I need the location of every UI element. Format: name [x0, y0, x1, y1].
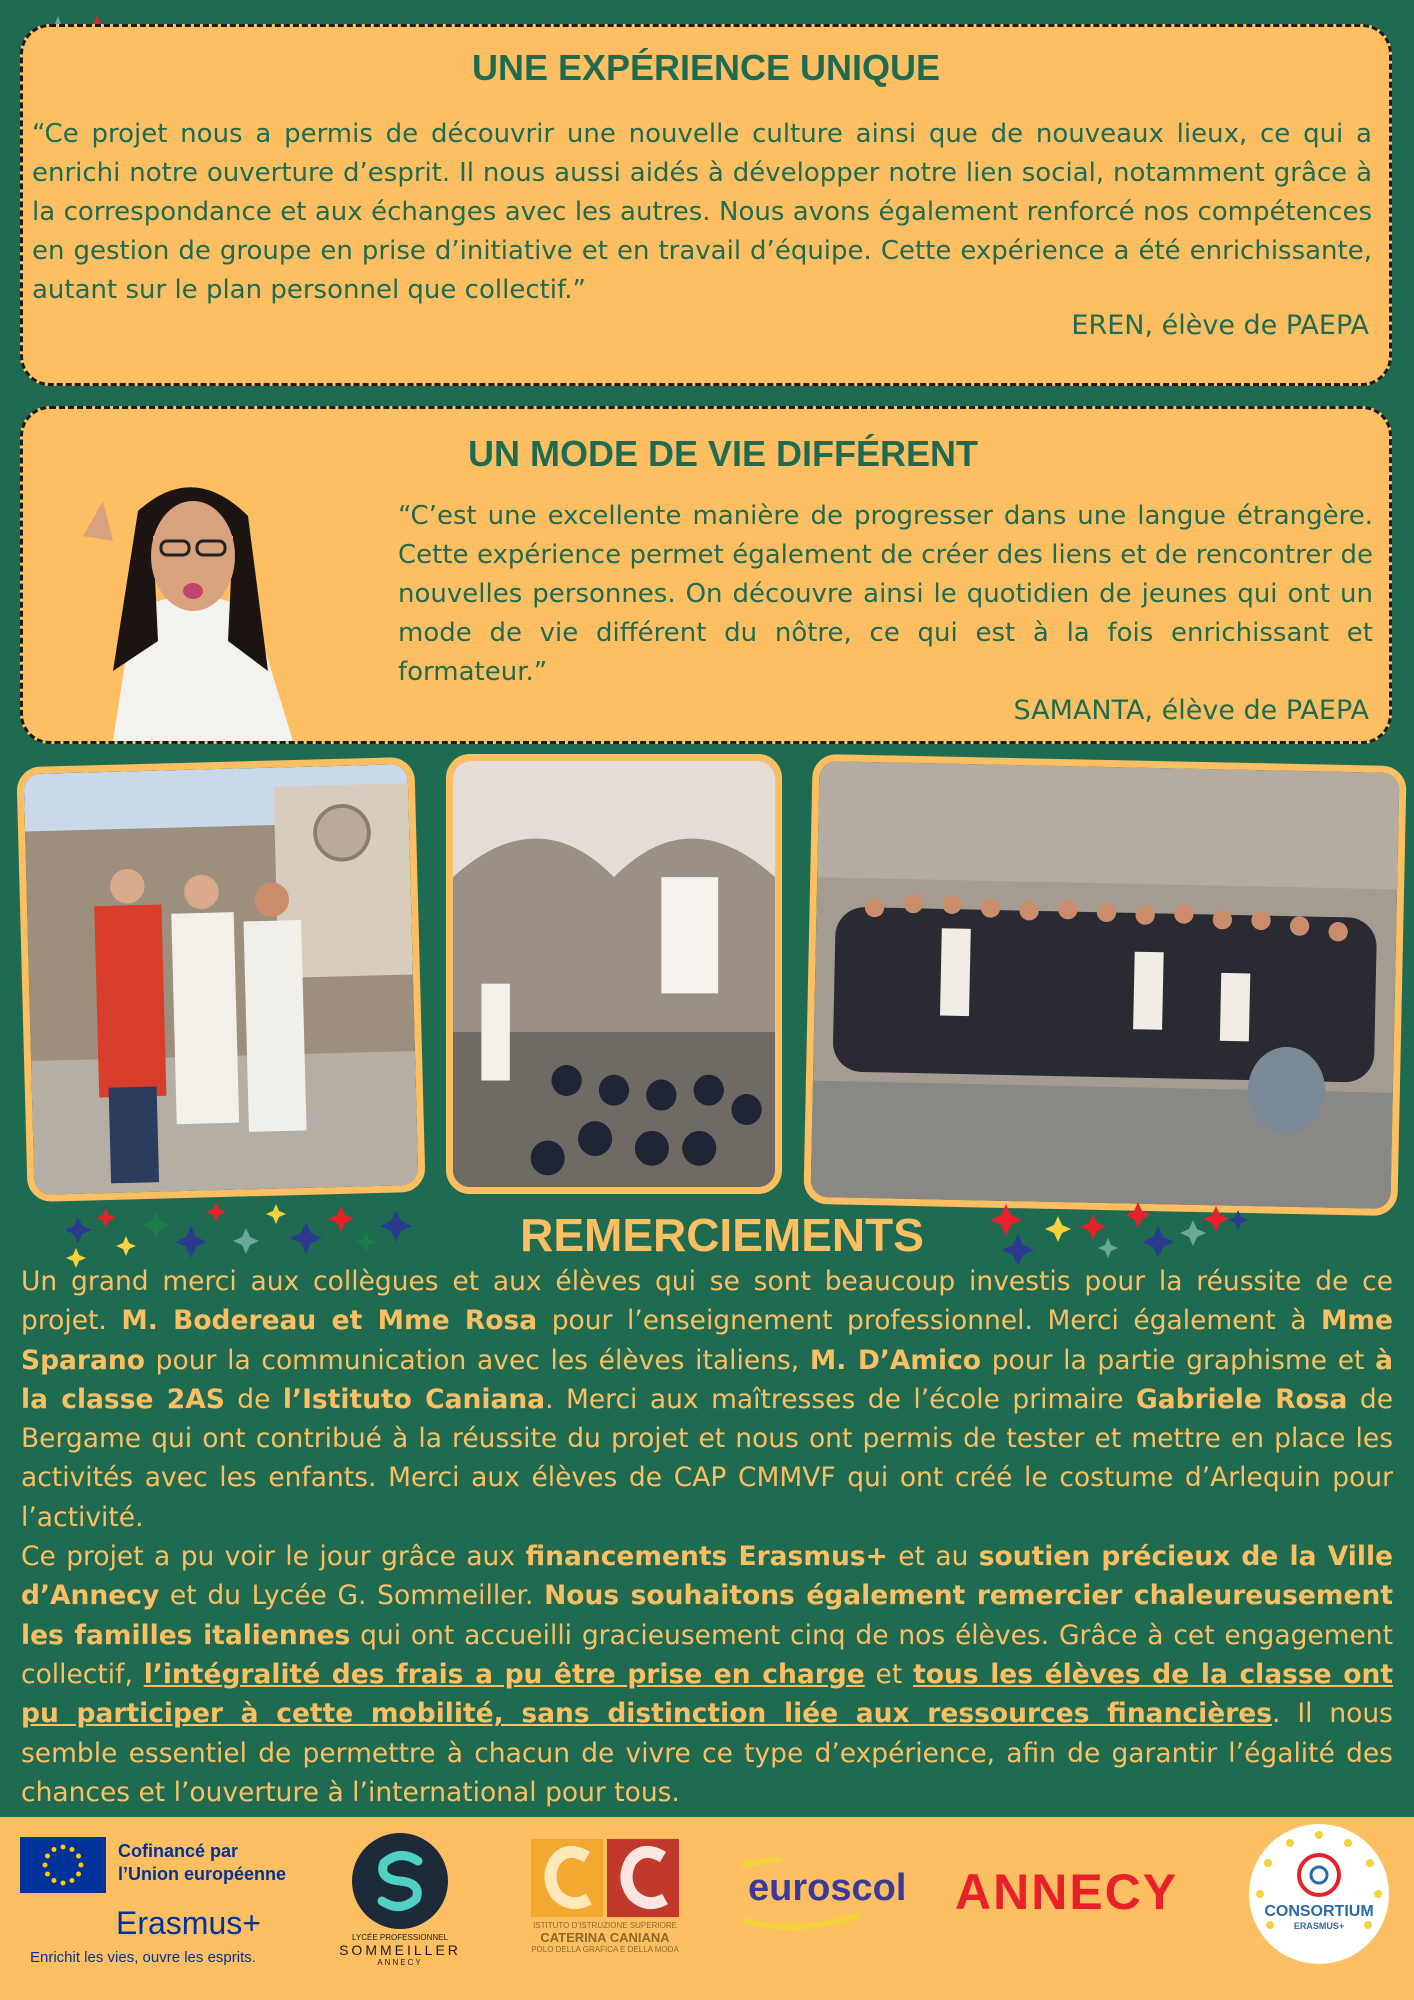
testimonial-author: SAMANTA, élève de PAEPA	[1013, 695, 1369, 726]
sommeiller-logo	[330, 1831, 470, 1991]
caniana-line3: POLO DELLA GRAFICA E DELLA MODA	[531, 1945, 679, 1954]
testimonial-author: EREN, élève de PAEPA	[1071, 310, 1369, 341]
student-portrait	[43, 441, 343, 741]
section-title: UN MODE DE VIE DIFFÉRENT	[467, 433, 979, 474]
consortium-logo	[1248, 1823, 1390, 1965]
caniana-line1: ISTITUTO D’ISTRUZIONE SUPERIORE	[533, 1921, 677, 1930]
thanks-title: REMERCIEMENTS	[520, 1209, 924, 1261]
euroscol-logo	[740, 1857, 920, 1937]
testimonial-quote: “Ce projet nous a permis de découvrir une nouvelle culture ainsi que de nouveaux lieux, ce qui a enrichi notre ouverture d’esprit. Il nous aussi aidés à développer notre lien social, notamment grâce à la correspondance et aux échanges avec les autres. Nous avons également renforcé nos compétences en gestion de groupe en prise d’initiative et en travail d’équipe. Cette expérience a été enrichissante, autant sur le plan personnel que collectif.”	[32, 119, 1372, 305]
photo-group	[803, 754, 1406, 1216]
photo-teachers-harlequin	[16, 757, 425, 1202]
annecy-logo: ANNECY	[955, 1864, 1179, 1920]
caniana-logo	[525, 1839, 685, 1989]
section-title: UNE EXPÉRIENCE UNIQUE	[471, 47, 941, 88]
partner-logos-footer	[0, 1817, 1414, 2000]
sommeiller-city: ANNECY	[377, 1958, 423, 1967]
photo-children-in-hall	[446, 754, 782, 1194]
eu-erasmus-logo	[20, 1827, 310, 1987]
sommeiller-small: LYCÉE PROFESSIONNEL	[352, 1933, 448, 1942]
testimonial-box-eren	[20, 24, 1392, 386]
sommeiller-name: SOMMEILLER	[339, 1942, 461, 1958]
eu-label-line1: Cofinancé par	[118, 1841, 239, 1861]
caniana-line2: CATERINA CANIANA	[540, 1930, 670, 1945]
eu-flag-icon	[20, 1837, 106, 1893]
testimonial-box-samanta	[20, 406, 1392, 744]
sommeiller-emblem-icon	[350, 1831, 450, 1931]
testimonial-quote: “C’est une excellente manière de progresser dans une langue étrangère. Cette expérience permet également de créer des liens et de rencontrer de nouvelles personnes. On découvre ainsi le quotidien de jeunes qui ont un mode de vie différent du nôtre, ce qui est à la fois enrichissant et formateur.”	[398, 501, 1373, 687]
thanks-body: Un grand merci aux collègues et aux élèves qui se sont beaucoup investis pour la réussite de ce projet. M. Bodereau et Mme Rosa pour l’enseignement professionnel. Merci également à Mme Sparano pour la communication avec les élèves italiens, M. D’Amico pour la partie graphisme et à la classe 2AS de l’Istituto Caniana. Merci aux maîtresses de l’école primaire Gabriele Rosa de Bergame qui ont contribué à la réussite du projet et nous ont permis de tester et mettre en place les activités avec les enfants. Merci aux élèves de CAP CMMVF qui ont créé le costume d’Arlequin pour l’activité. Ce projet a pu voir le jour grâce aux financements Erasmus+ et au soutien précieux de la Ville d’Annecy et du Lycée G. Sommeiller. Nous souhaitons également remercier chaleureusement les familles italiennes qui ont accueilli gracieusement cinq de nos élèves. Grâce à cet engagement collectif, l’intégralité des frais a pu être prise en charge et tous les élèves de la classe ont pu participer à cette mobilité, sans distinction liée aux ressources financières. Il nous semble essentiel de permettre à chacun de vivre ce type d’expérience, afin de garantir l’égalité des chances et l’ouverture à l’international pour tous.	[21, 1266, 1394, 1808]
erasmus-label: Erasmus+	[116, 1905, 261, 1941]
caniana-cc-icon	[527, 1839, 683, 1917]
erasmus-tagline: Enrichit les vies, ouvre les esprits.	[30, 1949, 256, 1966]
consortium-sub: ERASMUS+	[1293, 1921, 1345, 1931]
consortium-badge-icon	[1248, 1823, 1390, 1965]
euroscol-name: euroscol	[748, 1867, 907, 1909]
consortium-name: CONSORTIUM	[1264, 1903, 1374, 1920]
eu-label-line2: l’Union européenne	[118, 1864, 287, 1884]
